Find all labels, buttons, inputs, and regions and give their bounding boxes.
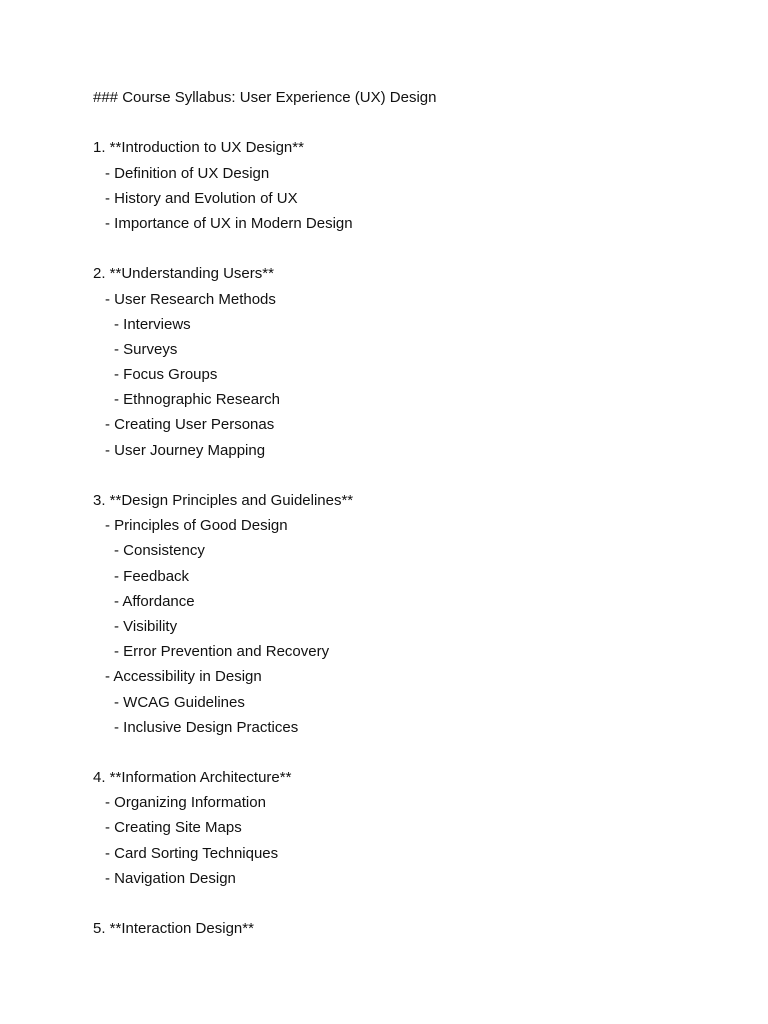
list-item: - Accessibility in Design — [105, 668, 262, 686]
list-item: - Organizing Information — [105, 794, 266, 812]
list-item: - Navigation Design — [105, 869, 236, 887]
sub-list-item: - Ethnographic Research — [114, 391, 280, 409]
list-item: - Principles of Good Design — [105, 517, 288, 535]
section-information-architecture — [93, 765, 733, 891]
list-item: - Card Sorting Techniques — [105, 844, 279, 862]
section-heading: 2. **Understanding Users** — [93, 265, 274, 283]
blank-line — [93, 110, 733, 135]
section-design-principles — [93, 488, 733, 740]
sub-list-item: - Inclusive Design Practices — [114, 718, 299, 736]
list-item: - Definition of UX Design — [105, 164, 270, 182]
sub-list-item: - Interviews — [114, 315, 191, 333]
sub-list-item: - Consistency — [114, 542, 205, 560]
list-item: - History and Evolution of UX — [105, 189, 298, 207]
sub-list-item: - WCAG Guidelines — [114, 693, 245, 711]
section-heading: 5. **Interaction Design** — [93, 920, 254, 938]
blank-line — [93, 740, 733, 765]
section-understanding-users — [93, 261, 733, 463]
blank-line — [93, 236, 733, 261]
sub-list-item: - Surveys — [114, 340, 178, 358]
list-item: - User Research Methods — [105, 290, 276, 308]
section-heading: 1. **Introduction to UX Design** — [93, 139, 304, 157]
sub-list-item: - Focus Groups — [114, 366, 218, 384]
section-heading: 3. **Design Principles and Guidelines** — [93, 492, 354, 509]
document-body — [93, 85, 733, 941]
list-item: - User Journey Mapping — [105, 441, 266, 459]
section-heading: 4. **Information Architecture** — [93, 769, 292, 787]
blank-line — [93, 891, 733, 916]
list-item: - Importance of UX in Modern Design — [105, 214, 353, 232]
sub-list-item: - Visibility — [114, 617, 178, 635]
section-interaction-design — [93, 916, 733, 941]
section-introduction — [93, 135, 733, 236]
blank-line — [93, 463, 733, 488]
list-item: - Creating Site Maps — [105, 819, 242, 837]
document-title: ### Course Syllabus: User Experience (UX) Design — [93, 89, 437, 106]
list-item: - Creating User Personas — [105, 416, 275, 434]
sub-list-item: - Error Prevention and Recovery — [114, 643, 330, 661]
sub-list-item: - Feedback — [114, 567, 190, 585]
sub-list-item: - Affordance — [114, 592, 195, 610]
